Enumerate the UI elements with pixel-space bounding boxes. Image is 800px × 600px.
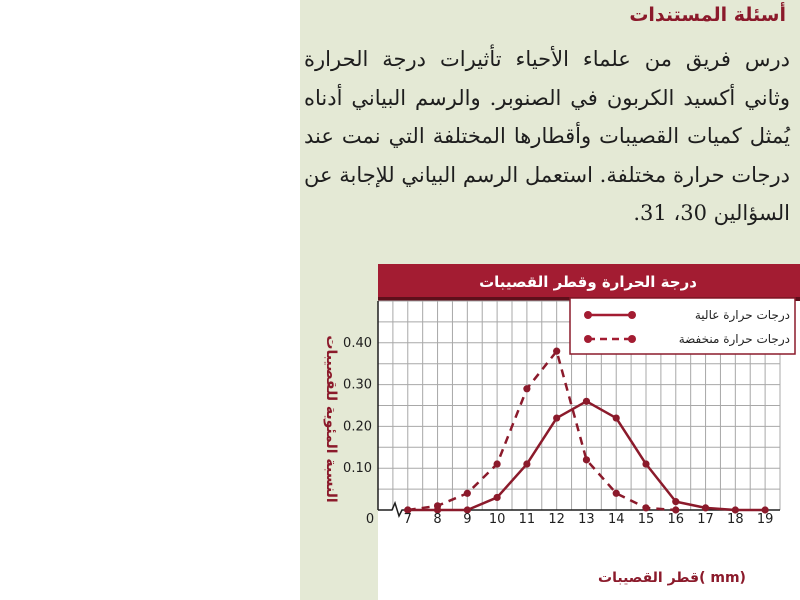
x-tick-label: 10 <box>488 512 506 527</box>
x-tick-label: 7 <box>403 512 412 527</box>
x-axis-label: قطر القصيبات( mm) <box>598 570 746 586</box>
y-tick-label: 0.10 <box>343 461 372 477</box>
data-point <box>434 502 441 509</box>
y-axis-label: النسبة المئوية للقصيبات <box>323 335 339 503</box>
x-tick-label: 15 <box>637 512 655 527</box>
y-tick-label: 0.30 <box>343 377 372 393</box>
data-point <box>613 490 620 497</box>
legend-label-high: درجات حرارة عالية <box>694 308 790 322</box>
x-tick-label: 14 <box>607 512 625 527</box>
section-heading: أسئلة المستندات <box>629 4 786 26</box>
x-tick-label: 16 <box>667 512 685 527</box>
legend-dashed-marker-end <box>628 335 636 343</box>
x-tick-label: 0 <box>365 512 375 527</box>
data-point <box>642 460 649 467</box>
y-tick-label: 0.40 <box>343 335 372 351</box>
data-point <box>523 460 530 467</box>
data-point <box>553 414 560 421</box>
x-tick-label: 9 <box>463 512 472 527</box>
data-point <box>613 414 620 421</box>
legend-solid-marker-start <box>584 311 592 319</box>
legend-label-low: درجات حرارة منخفضة <box>678 332 790 346</box>
x-tick-label: 19 <box>756 512 774 527</box>
data-point <box>583 456 590 463</box>
data-point <box>583 398 590 405</box>
legend <box>570 298 795 354</box>
legend-solid-marker-end <box>628 311 636 319</box>
x-tick-label: 11 <box>518 512 536 527</box>
data-point <box>523 385 530 392</box>
x-tick-label: 8 <box>433 512 442 527</box>
legend-dashed-marker-start <box>584 335 592 343</box>
x-tick-label: 12 <box>548 512 565 527</box>
data-point <box>553 348 560 355</box>
data-point <box>464 490 471 497</box>
data-point <box>702 504 709 511</box>
x-tick-label: 13 <box>578 512 595 527</box>
x-tick-label: 18 <box>727 512 744 527</box>
chart-title: درجة الحرارة وقطر القصيبات <box>479 273 697 291</box>
data-point <box>672 498 679 505</box>
data-point <box>494 460 501 467</box>
y-tick-label: 0.20 <box>343 419 372 435</box>
temperature-diameter-chart <box>300 262 800 600</box>
question-paragraph: درس فريق من علماء الأحياء تأثيرات درجة الحرارة وثاني أكسيد الكربون في الصنوبر. والرسم البياني أدناه يُمثل كميات القصيبات وأقطارها المختلفة التي نمت عند درجات حرارة مختلفة. استعمل الرسم البياني للإجابة عن السؤالين 30، 31. <box>304 47 790 225</box>
x-tick-label: 17 <box>697 512 714 527</box>
data-point <box>642 504 649 511</box>
data-point <box>494 494 501 501</box>
